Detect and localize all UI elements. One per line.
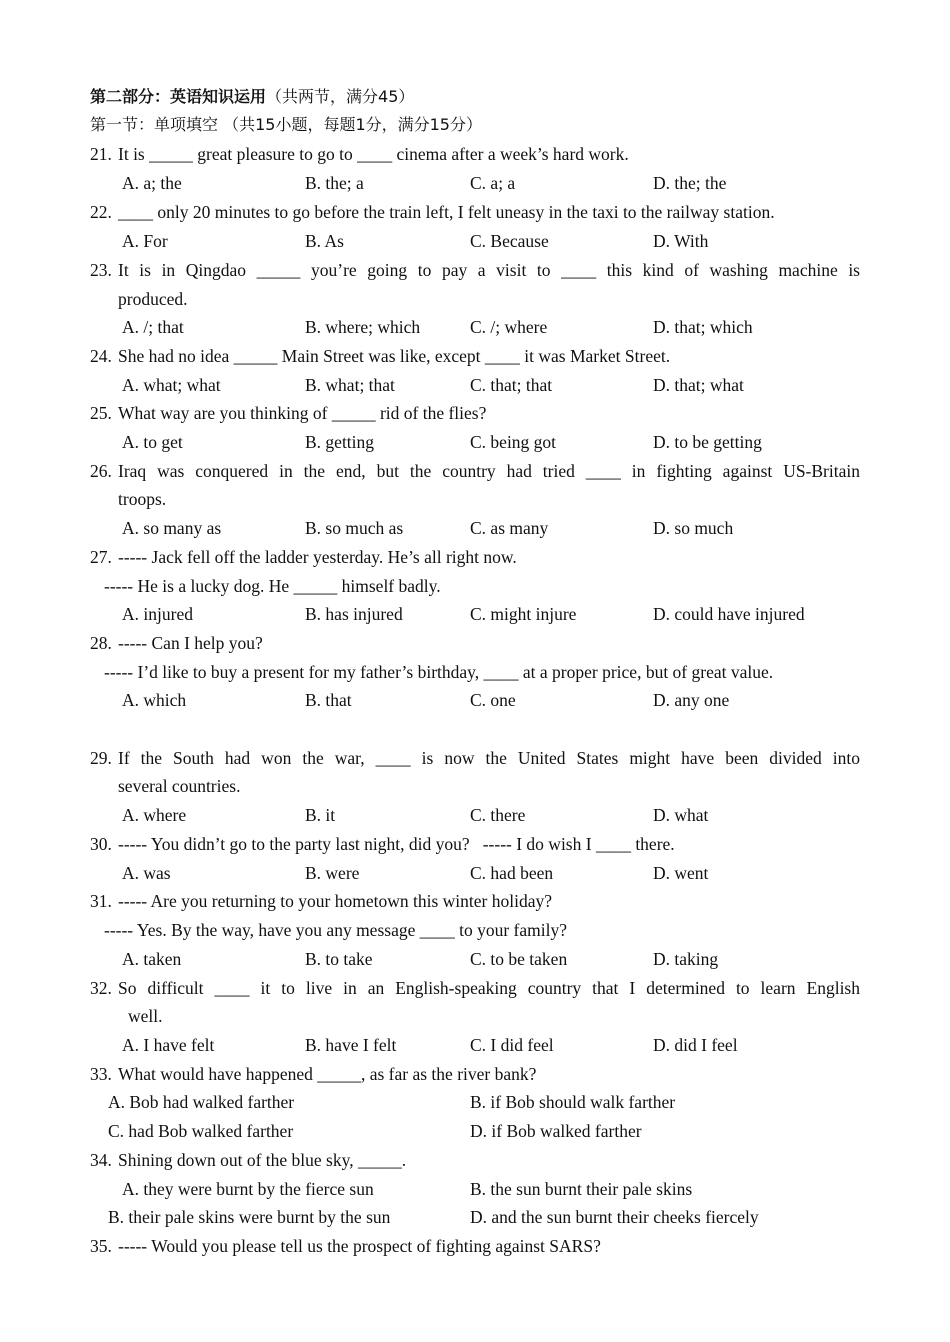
option-d: D. to be getting [653, 432, 762, 452]
question-text: Shining down out of the blue sky, _____. [118, 1150, 407, 1170]
question-text: ----- Jack fell off the ladder yesterday. He’s all right now. [118, 547, 517, 567]
option-d: D. so much [653, 518, 734, 538]
option-a: A. was [122, 863, 171, 883]
option-b: B. the sun burnt their pale skins [470, 1179, 693, 1199]
question-number: 28. [90, 633, 112, 653]
option-d: D. if Bob walked farther [470, 1121, 642, 1141]
option-a: A. what; what [122, 375, 221, 395]
option-a: A. to get [122, 432, 183, 452]
question-text: It is _____ great pleasure to go to ____ cinema after a week’s hard work. [118, 144, 629, 164]
question-text-continued: several countries. [118, 776, 241, 796]
option-d: D. taking [653, 949, 719, 969]
option-b: B. so much as [305, 518, 404, 538]
question-text: It is in Qingdao _____ you’re going to pay a visit to ____ this kind of washing machine is [118, 260, 860, 280]
option-c: C. as many [470, 518, 549, 538]
option-d: D. that; which [653, 317, 753, 337]
option-b: B. where; which [305, 317, 421, 337]
option-a: A. Bob had walked farther [108, 1092, 295, 1112]
option-b: B. As [305, 231, 344, 251]
option-a: A. so many as [122, 518, 222, 538]
option-b: B. that [305, 690, 352, 710]
question-text-reply: ----- He is a lucky dog. He _____ himself badly. [104, 576, 441, 596]
part-title [90, 86, 414, 107]
question-text: ----- Can I help you? [118, 633, 263, 653]
part-title-rest: （共两节，满分45） [266, 87, 415, 106]
option-c: C. a; a [470, 173, 516, 193]
option-b: B. were [305, 863, 360, 883]
question-number: 26. [90, 461, 112, 481]
option-a: A. injured [122, 604, 193, 624]
option-c: C. one [470, 690, 516, 710]
question-number: 24. [90, 346, 112, 366]
question-number: 23. [90, 260, 112, 280]
option-b: B. what; that [305, 375, 395, 395]
question-text: ----- You didn’t go to the party last night, did you? ----- I do wish I ____ there. [118, 834, 675, 854]
question-number: 33. [90, 1064, 112, 1084]
option-b: B. it [305, 805, 336, 825]
question-number: 27. [90, 547, 112, 567]
question-text: ____ only 20 minutes to go before the train left, I felt uneasy in the taxi to the railway station. [118, 202, 775, 222]
option-a: A. they were burnt by the fierce sun [122, 1179, 374, 1199]
question-text: What would have happened _____, as far as the river bank? [118, 1064, 537, 1084]
question-text: What way are you thinking of _____ rid of the flies? [118, 403, 487, 423]
question-text: If the South had won the war, ____ is now the United States might have been divided into [118, 748, 860, 768]
question-text-reply: ----- I’d like to buy a present for my father’s birthday, ____ at a proper price, but of great value. [104, 662, 774, 682]
question-number: 25. [90, 403, 112, 423]
option-d: D. what [653, 805, 709, 825]
question-number: 32. [90, 978, 112, 998]
option-d: D. did I feel [653, 1035, 738, 1055]
option-d: D. With [653, 231, 709, 251]
option-c: C. had Bob walked farther [108, 1121, 294, 1141]
question-text: ----- Would you please tell us the prospect of fighting against SARS? [118, 1236, 601, 1256]
question-number: 21. [90, 144, 112, 164]
option-a: A. I have felt [122, 1035, 215, 1055]
option-a: A. a; the [122, 173, 182, 193]
question-text-reply: ----- Yes. By the way, have you any message ____ to your family? [104, 920, 567, 940]
option-a: A. where [122, 805, 187, 825]
option-a: A. taken [122, 949, 182, 969]
question-text-continued: well. [128, 1006, 163, 1026]
option-b: B. has injured [305, 604, 403, 624]
option-c: C. had been [470, 863, 554, 883]
question-text: ----- Are you returning to your hometown this winter holiday? [118, 891, 552, 911]
option-a: A. /; that [122, 317, 184, 337]
part-title-bold: 第二部分：英语知识运用 [90, 87, 267, 106]
option-d: D. that; what [653, 375, 744, 395]
option-b: B. to take [305, 949, 373, 969]
option-a: A. For [122, 231, 168, 251]
option-c: B. their pale skins were burnt by the sun [108, 1207, 391, 1227]
question-number: 34. [90, 1150, 112, 1170]
option-c: C. I did feel [470, 1035, 554, 1055]
option-d: D. went [653, 863, 709, 883]
option-c: C. Because [470, 231, 549, 251]
question-text: So difficult ____ it to live in an English-speaking country that I determined to learn English [118, 978, 860, 998]
option-b: B. if Bob should walk farther [470, 1092, 676, 1112]
question-number: 22. [90, 202, 112, 222]
option-b: B. have I felt [305, 1035, 397, 1055]
option-d: D. could have injured [653, 604, 805, 624]
option-d: D. the; the [653, 173, 727, 193]
question-number: 35. [90, 1236, 112, 1256]
question-number: 29. [90, 748, 112, 768]
option-c: C. that; that [470, 375, 553, 395]
option-d: D. and the sun burnt their cheeks fiercely [470, 1207, 759, 1227]
question-text: Iraq was conquered in the end, but the country had tried ____ in fighting against US-Britain [118, 461, 860, 481]
option-b: B. getting [305, 432, 375, 452]
option-c: C. /; where [470, 317, 548, 337]
question-number: 30. [90, 834, 112, 854]
option-c: C. being got [470, 432, 557, 452]
option-a: A. which [122, 690, 187, 710]
option-d: D. any one [653, 690, 730, 710]
option-c: C. there [470, 805, 526, 825]
section-title: 第一节：单项填空 （共15小题，每题1分，满分15分） [90, 115, 482, 134]
option-c: C. might injure [470, 604, 577, 624]
question-text-continued: produced. [118, 289, 188, 309]
option-b: B. the; a [305, 173, 364, 193]
question-number: 31. [90, 891, 112, 911]
question-text-continued: troops. [118, 489, 167, 509]
option-c: C. to be taken [470, 949, 568, 969]
question-text: She had no idea _____ Main Street was like, except ____ it was Market Street. [118, 346, 671, 366]
